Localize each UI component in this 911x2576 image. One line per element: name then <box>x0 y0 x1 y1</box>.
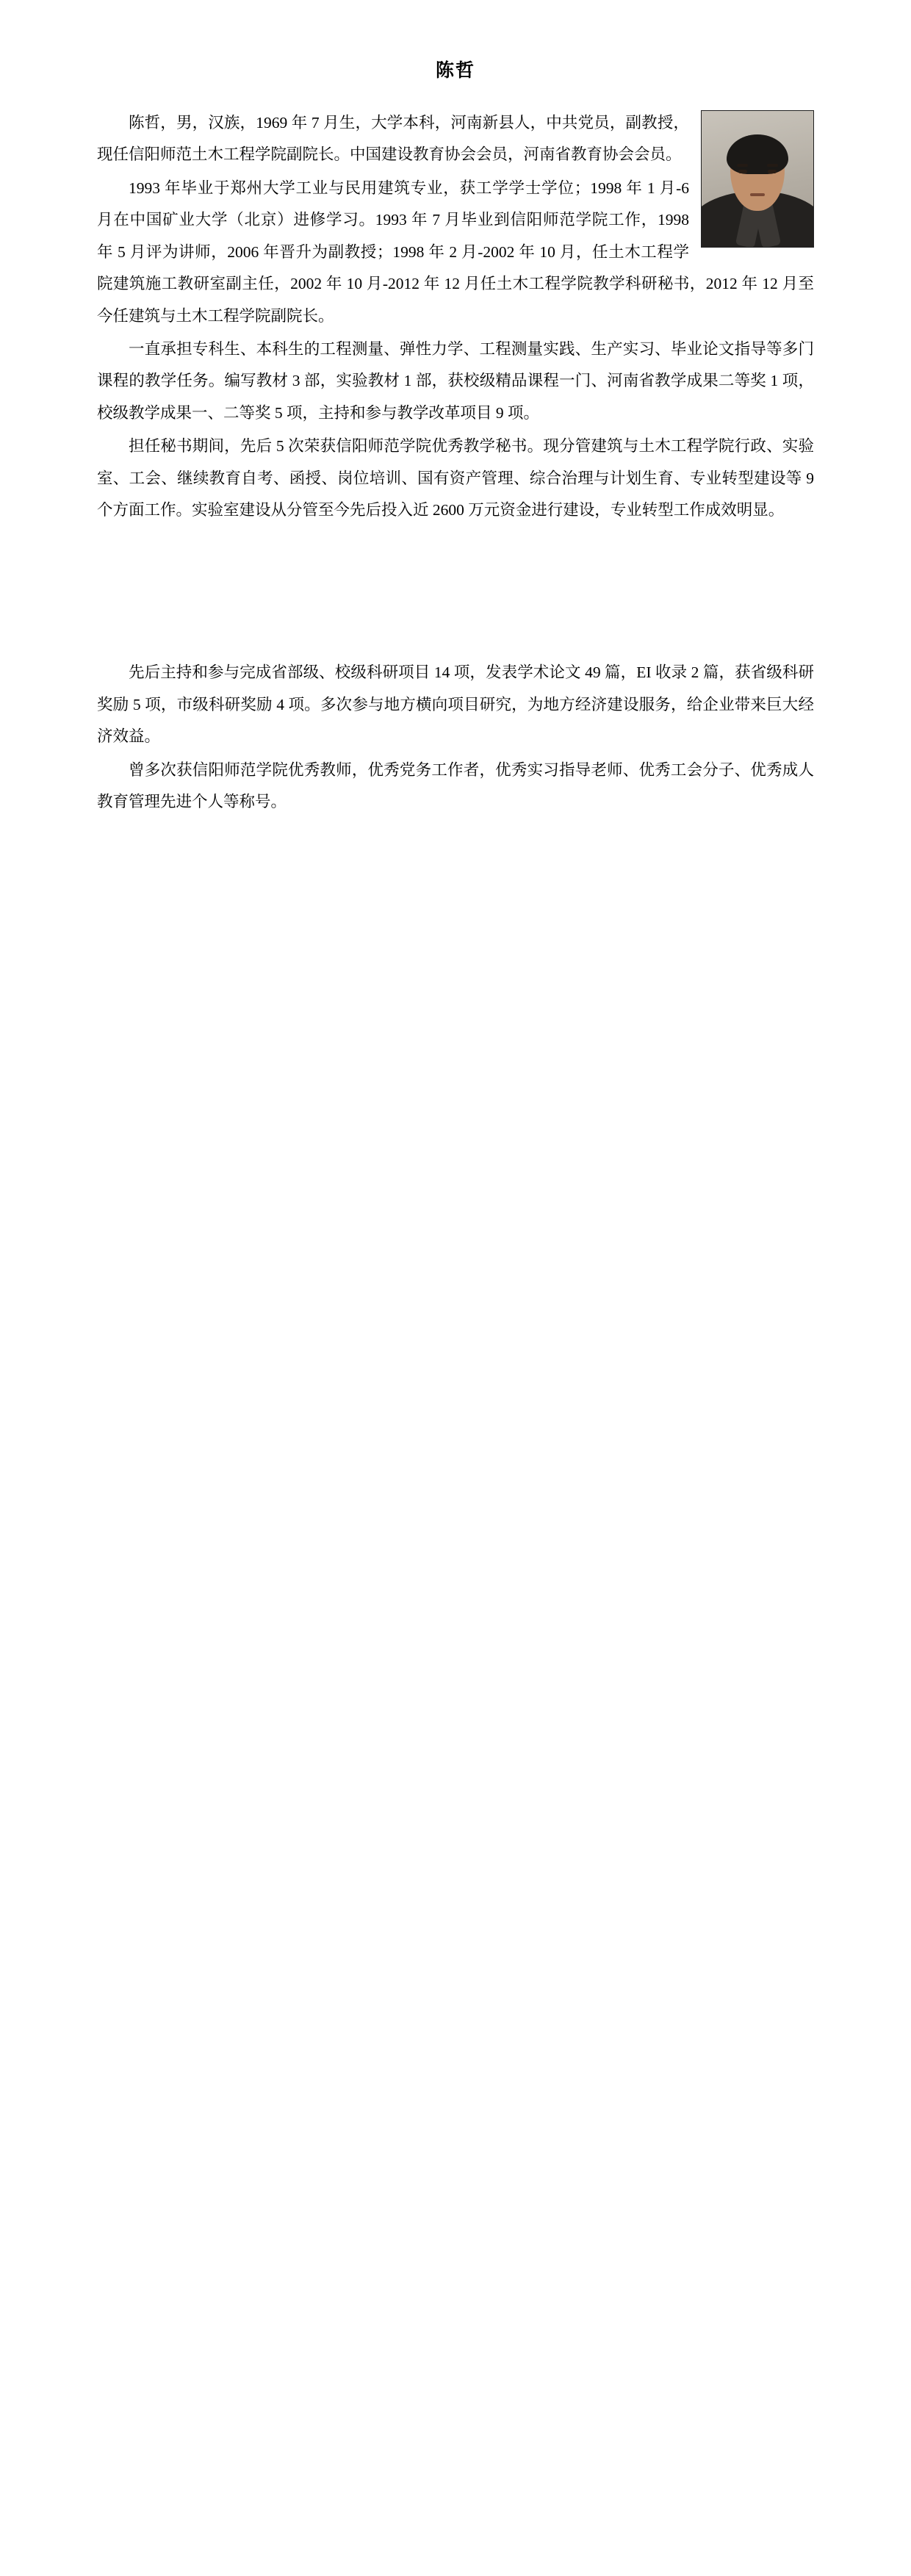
paragraph-administration: 担任秘书期间，先后 5 次荣获信阳师范学院优秀教学秘书。现分管建筑与土木工程学院行政、实验室、工会、继续教育自考、函授、岗位培训、国有资产管理、综合治理与计划生育、专业转型建设等 9 个方面工作。实验室建设从分管至今先后投入近 2600 万元资金进行建设，专业转型工作成效明显。 <box>97 437 814 519</box>
research-section <box>97 657 814 818</box>
page-title: 陈哲 <box>435 60 475 81</box>
portrait-eyebrow-left <box>737 164 748 167</box>
paragraph-education: 1993 年毕业于郑州大学工业与民用建筑专业，获工学学士学位；1998 年 1 月-6 月在中国矿业大学（北京）进修学习。1993 年 7 月毕业到信阳师范学院工作，1998 年 5 月评为讲师，2006 年晋升为副教授；1998 年 2 月-2002 年 10 月，任土木工程学院建筑施工教研室副主任，2002 年 10 月-2012 年 12 月任土木工程学院教学科研秘书，2012 年 12 月至今任建筑与土木工程学院副院长。 <box>97 179 814 325</box>
paragraph-teaching: 一直承担专科生、本科生的工程测量、弹性力学、工程测量实践、生产实习、毕业论文指导等多门课程的教学任务。编写教材 3 部，实验教材 1 部，获校级精品课程一门、河南省教学成果二等奖 1 项，校级教学成果一、二等奖 5 项，主持和参与教学改革项目 9 项。 <box>97 339 814 422</box>
portrait-eye-left <box>738 170 747 173</box>
portrait-photo <box>701 110 814 248</box>
portrait-mouth <box>750 193 765 196</box>
section-spacer <box>97 528 814 657</box>
paragraph-research: 先后主持和参与完成省部级、校级科研项目 14 项，发表学术论文 49 篇，EI 收录 2 篇，获省级科研奖励 5 项，市级科研奖励 4 项。多次参与地方横向项目研究，为地方经济建设服务，给企业带来巨大经济效益。 <box>97 663 814 746</box>
portrait-eye-right <box>768 170 777 173</box>
paragraph-bio: 陈哲，男，汉族，1969 年 7 月生，大学本科，河南新县人，中共党员，副教授，现任信阳师范土木工程学院副院长。中国建设教育协会会员，河南省教育协会会员。 <box>97 114 689 164</box>
paragraph-honors: 曾多次获信阳师范学院优秀教师，优秀党务工作者，优秀实习指导老师、优秀工会分子、优秀成人教育管理先进个人等称号。 <box>97 760 814 811</box>
intro-section <box>97 107 814 528</box>
portrait-eyebrow-right <box>767 164 778 167</box>
